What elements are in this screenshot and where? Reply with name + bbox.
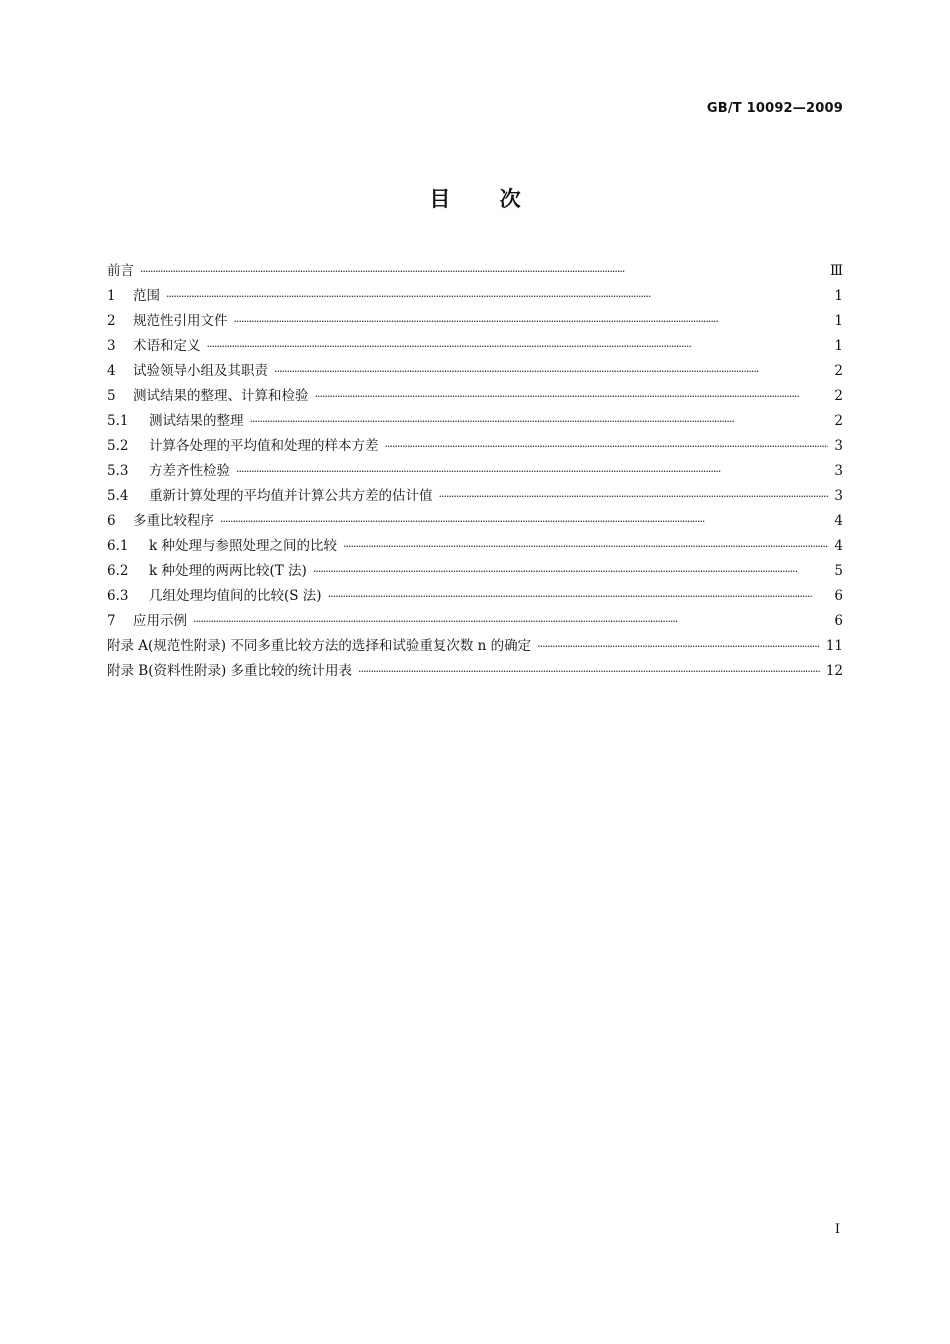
toc-leader-dots [166, 284, 828, 309]
toc-entry-page: 6 [834, 588, 843, 604]
toc-entry-page: 6 [834, 613, 843, 629]
toc-entry-6-1[interactable] [107, 534, 843, 559]
toc-entry-label: 测试结果的整理、计算和检验 [133, 388, 309, 404]
toc-entry-page: 2 [834, 388, 843, 404]
toc-entry-page: 1 [834, 338, 843, 354]
toc-entry-6-3[interactable] [107, 584, 843, 609]
toc-entry-label: k 种处理与参照处理之间的比较 [149, 538, 337, 554]
toc-leader-dots [207, 334, 829, 359]
toc-entry-label: 重新计算处理的平均值并计算公共方差的估计值 [149, 488, 433, 504]
table-of-contents [107, 259, 843, 684]
toc-entry-number: 5 [107, 388, 116, 404]
toc-entry-label: k 种处理的两两比较(T 法) [149, 563, 307, 579]
toc-entry-5-3[interactable] [107, 459, 843, 484]
toc-entry-7[interactable] [107, 609, 843, 634]
toc-entry-label: 前言 [107, 263, 134, 279]
toc-leader-dots [193, 609, 828, 634]
toc-entry-page: 3 [834, 488, 843, 504]
toc-entry-number: 5.2 [107, 438, 129, 454]
toc-entry-number: 6.1 [107, 538, 129, 554]
toc-entry-number: 5.1 [107, 413, 129, 429]
toc-leader-dots [439, 484, 829, 509]
toc-entry-label: 术语和定义 [133, 338, 201, 354]
toc-entry-page: 12 [825, 663, 843, 679]
toc-entry-appendix-b[interactable] [107, 659, 843, 684]
toc-leader-dots [274, 359, 828, 384]
toc-entry-5-1[interactable] [107, 409, 843, 434]
toc-entry-label: 计算各处理的平均值和处理的样本方差 [149, 438, 379, 454]
toc-entry-number: 3 [107, 338, 116, 354]
toc-leader-dots [250, 409, 829, 434]
toc-entry-label: 测试结果的整理 [149, 413, 244, 429]
toc-entry-3[interactable] [107, 334, 843, 359]
toc-entry-label: 范围 [133, 288, 160, 304]
toc-entry-5-4[interactable] [107, 484, 843, 509]
toc-entry-page: 2 [834, 413, 843, 429]
toc-leader-dots [315, 384, 829, 409]
toc-entry-label: 多重比较程序 [133, 513, 214, 529]
toc-entry-label: 附录 A(规范性附录) 不同多重比较方法的选择和试验重复次数 n 的确定 [107, 638, 532, 654]
toc-leader-dots [236, 459, 828, 484]
toc-entry-page: Ⅲ [829, 263, 843, 279]
toc-entry-page: 1 [834, 288, 843, 304]
standard-number: GB/T 10092—2009 [706, 101, 843, 116]
toc-leader-dots [343, 534, 828, 559]
toc-entry-appendix-a[interactable] [107, 634, 843, 659]
toc-entry-page: 1 [834, 313, 843, 329]
toc-leader-dots [234, 309, 829, 334]
toc-entry-1[interactable] [107, 284, 843, 309]
toc-leader-dots [140, 259, 824, 284]
toc-entry-number: 1 [107, 288, 116, 304]
toc-entry-label: 方差齐性检验 [149, 463, 230, 479]
toc-entry-page: 5 [834, 563, 843, 579]
toc-entry-number: 6.3 [107, 588, 129, 604]
toc-leader-dots [313, 559, 829, 584]
toc-entry-page: 11 [825, 638, 843, 654]
toc-entry-page: 4 [834, 513, 843, 529]
toc-leader-dots [220, 509, 828, 534]
toc-entry-5-2[interactable] [107, 434, 843, 459]
toc-entry-label: 附录 B(资料性附录) 多重比较的统计用表 [107, 663, 353, 679]
toc-entry-number: 6.2 [107, 563, 129, 579]
toc-entry-5[interactable] [107, 384, 843, 409]
toc-entry-page: 4 [834, 538, 843, 554]
toc-entry-label: 规范性引用文件 [133, 313, 228, 329]
toc-entry-page: 3 [834, 438, 843, 454]
toc-entry-foreword[interactable] [107, 259, 843, 284]
toc-entry-2[interactable] [107, 309, 843, 334]
toc-entry-page: 2 [834, 363, 843, 379]
toc-leader-dots [537, 634, 820, 659]
toc-entry-page: 3 [834, 463, 843, 479]
toc-entry-6-2[interactable] [107, 559, 843, 584]
toc-entry-number: 5.4 [107, 488, 129, 504]
page-title: 目 次 [429, 187, 521, 211]
toc-leader-dots [328, 584, 829, 609]
toc-entry-number: 6 [107, 513, 116, 529]
toc-leader-dots [358, 659, 820, 684]
toc-entry-number: 5.3 [107, 463, 129, 479]
toc-entry-label: 试验领导小组及其职责 [133, 363, 268, 379]
toc-entry-label: 应用示例 [133, 613, 187, 629]
toc-entry-number: 4 [107, 363, 116, 379]
toc-entry-label: 几组处理均值间的比较(S 法) [149, 588, 322, 604]
toc-leader-dots [385, 434, 829, 459]
page-number: I [834, 1222, 840, 1237]
toc-entry-6[interactable] [107, 509, 843, 534]
toc-entry-number: 2 [107, 313, 116, 329]
toc-entry-4[interactable] [107, 359, 843, 384]
toc-entry-number: 7 [107, 613, 116, 629]
